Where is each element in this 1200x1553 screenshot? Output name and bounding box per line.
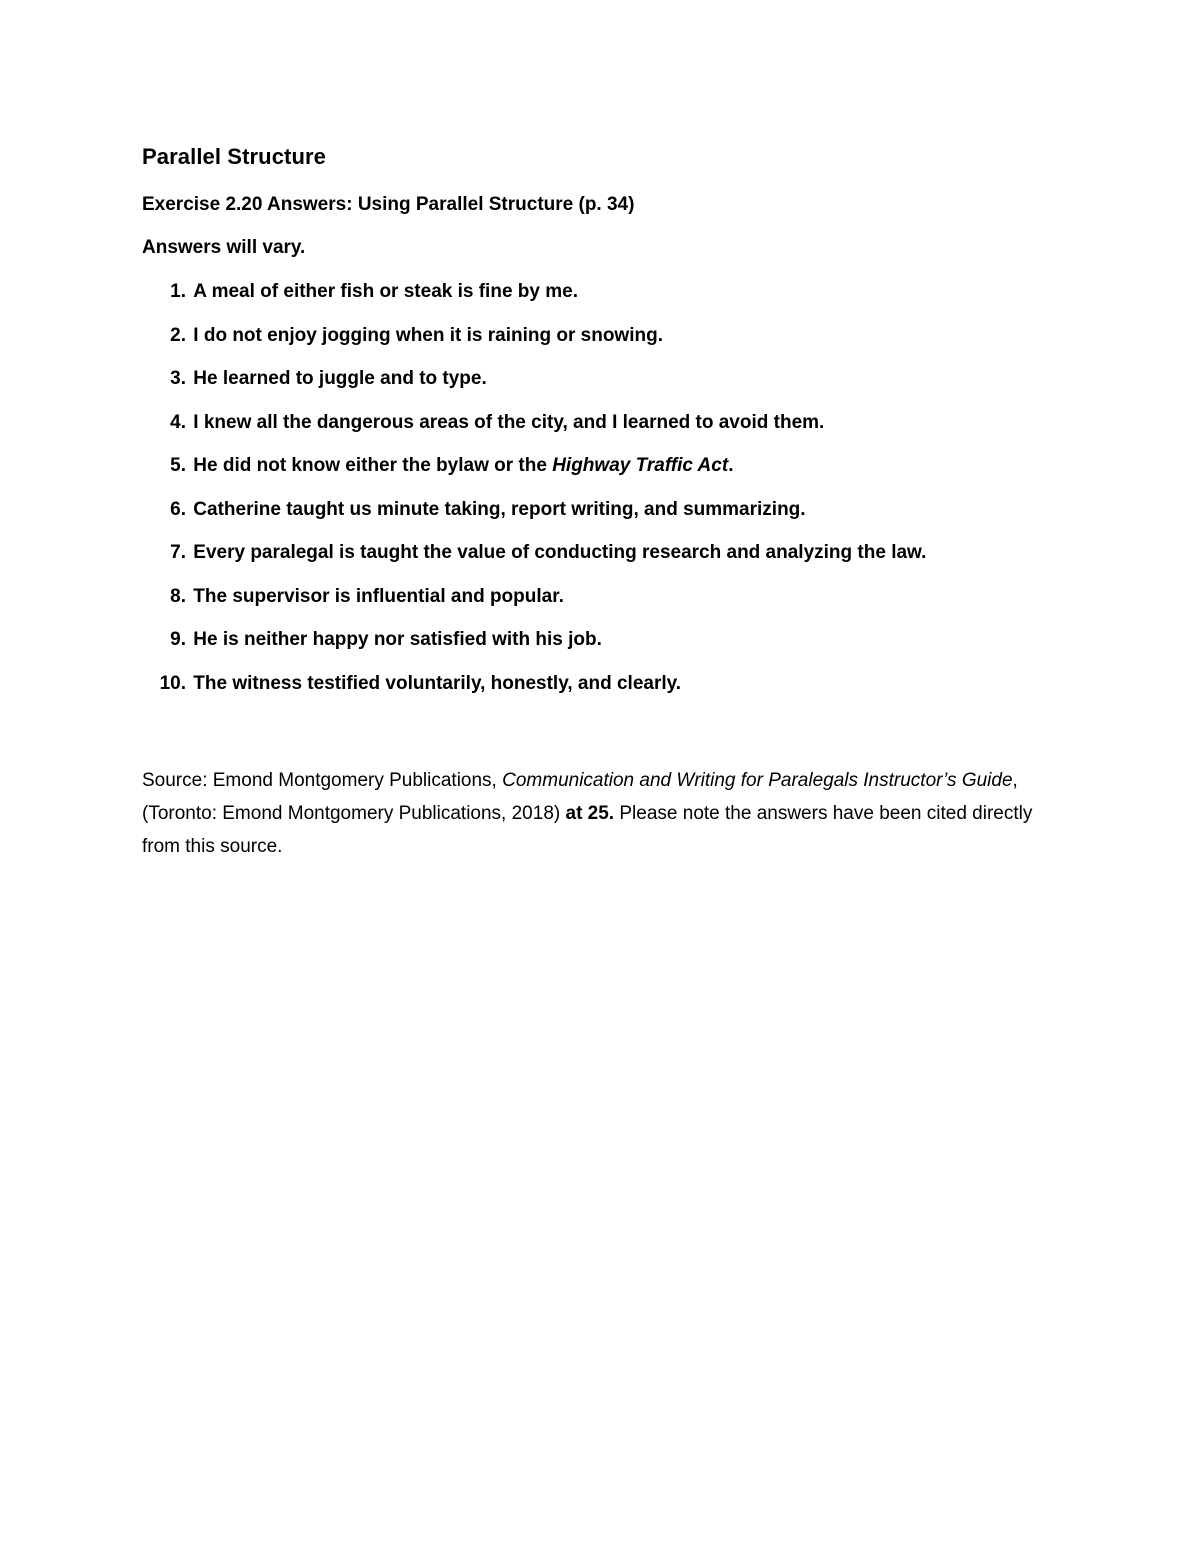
answer-text: Every paralegal is taught the value of conducting research and analyzing the law. bbox=[193, 542, 927, 563]
answer-text-before: He did not know either the bylaw or the bbox=[193, 455, 553, 476]
answer-text: The supervisor is influential and popular. bbox=[193, 585, 564, 607]
answer-number: 2. bbox=[170, 324, 186, 346]
source-publisher: , (Toronto: Emond Montgomery Publications, 2018) bbox=[142, 770, 1018, 824]
source-book-title: Communication and Writing for Paralegals Instructor’s Guide bbox=[502, 770, 1013, 791]
answer-number: 3. bbox=[170, 368, 186, 389]
source-suffix: Please note the answers have been cited directly from this source. bbox=[142, 803, 1033, 857]
answer-item bbox=[142, 368, 1102, 412]
answer-item bbox=[142, 499, 1102, 543]
answer-item bbox=[142, 586, 1102, 630]
answer-number: 1. bbox=[170, 281, 186, 302]
answer-item bbox=[142, 629, 1102, 673]
answer-number: 9. bbox=[170, 629, 186, 650]
statute-title: Highway Traffic Act bbox=[552, 455, 729, 476]
answer-text: I knew all the dangerous areas of the city, and I learned to avoid them. bbox=[193, 411, 825, 433]
answer-text: Catherine taught us minute taking, report writing, and summarizing. bbox=[193, 498, 806, 520]
answer-item bbox=[142, 325, 1102, 369]
page-title: Parallel Structure bbox=[142, 144, 326, 169]
answers-note: Answers will vary. bbox=[142, 237, 306, 258]
source-citation bbox=[142, 764, 1042, 863]
answer-item bbox=[142, 281, 1102, 325]
answer-text: He learned to juggle and to type. bbox=[193, 368, 487, 389]
answer-number: 8. bbox=[170, 585, 186, 607]
answer-text: A meal of either fish or steak is fine by me. bbox=[193, 281, 578, 302]
answer-number: 6. bbox=[170, 498, 186, 520]
answer-text: I do not enjoy jogging when it is raining or snowing. bbox=[193, 324, 663, 346]
answer-number: 4. bbox=[170, 411, 186, 433]
answer-text: He is neither happy nor satisfied with his job. bbox=[193, 629, 602, 650]
answer-number: 5. bbox=[170, 455, 186, 476]
answer-list bbox=[142, 281, 1102, 716]
answer-text-after: . bbox=[728, 455, 734, 476]
answer-item bbox=[142, 455, 1102, 499]
answer-text: The witness testified voluntarily, honestly, and clearly. bbox=[193, 672, 682, 694]
answer-item bbox=[142, 412, 1102, 456]
answer-number: 7. bbox=[170, 542, 186, 563]
source-prefix: Source: Emond Montgomery Publications, bbox=[142, 770, 503, 791]
source-page-ref: at 25. bbox=[565, 803, 615, 824]
answer-item bbox=[142, 673, 1102, 717]
answer-text bbox=[193, 455, 733, 477]
exercise-heading: Exercise 2.20 Answers: Using Parallel Structure (p. 34) bbox=[142, 194, 635, 215]
answer-number: 10. bbox=[159, 672, 186, 694]
answer-item bbox=[142, 542, 1102, 586]
